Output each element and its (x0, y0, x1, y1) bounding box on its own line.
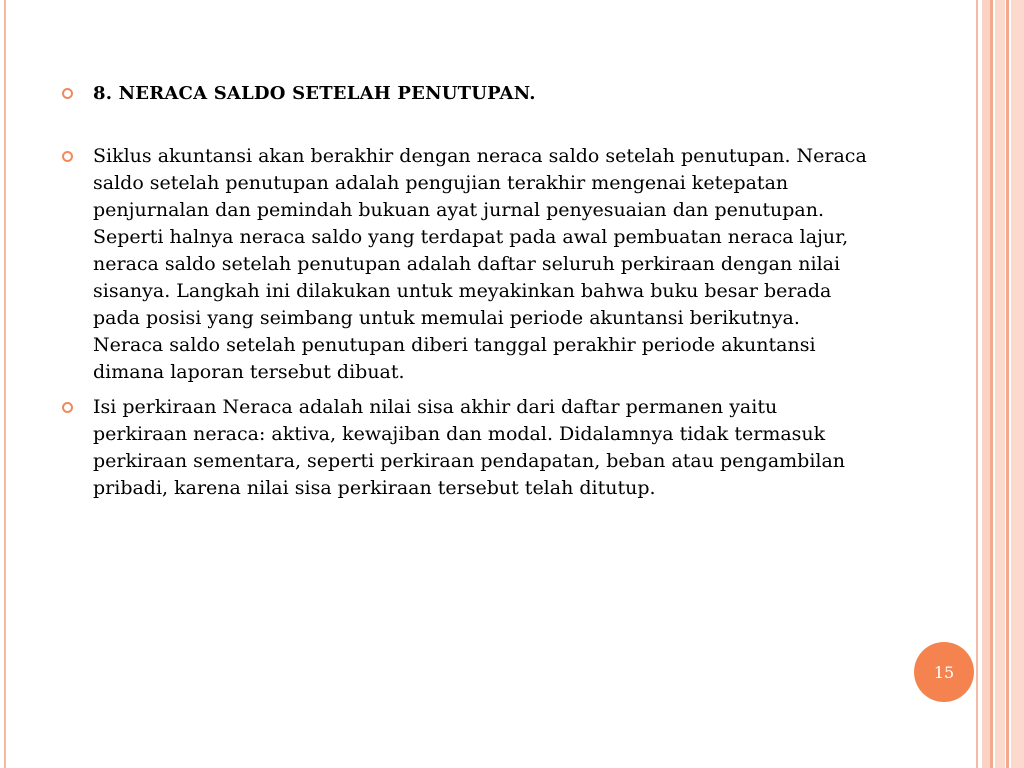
decorative-stripe (982, 0, 990, 768)
bullet-paragraph-text: Siklus akuntansi akan berakhir dengan neraca saldo setelah penutupan. Neraca saldo setelah penutupan adalah pengujian terakhir mengenai ketepatan penjurnalan dan pemindah bukuan ayat jurnal penyesuaian dan penutupan. Seperti halnya neraca saldo yang terdapat pada awal pembuatan neraca lajur, neraca saldo setelah penutupan adalah daftar seluruh perkiraan dengan nilai sisanya. Langkah ini dilakukan untuk meyakinkan bahwa buku besar berada pada posisi yang seimbang untuk memulai periode akuntansi berikutnya. Neraca saldo setelah penutupan diberi tanggal perakhir periode akuntansi dimana laporan tersebut dibuat. (93, 145, 867, 383)
ring-bullet-icon (62, 151, 73, 162)
page-number-badge: 15 (914, 642, 974, 702)
ring-bullet-icon (62, 402, 73, 413)
ring-bullet-icon (62, 88, 73, 99)
bullet-heading-text: 8. NERACA SALDO SETELAH PENUTUPAN. (93, 83, 536, 104)
bullet-paragraph (62, 143, 872, 386)
bullet-paragraph (62, 394, 872, 502)
bullet-heading (62, 80, 872, 107)
decorative-stripe (1006, 0, 1009, 768)
slide-content (62, 80, 872, 502)
bullet-paragraph-text: Isi perkiraan Neraca adalah nilai sisa akhir dari daftar permanen yaitu perkiraan neraca: aktiva, kewajiban dan modal. Didalamnya tidak termasuk perkiraan sementara, seperti perkiraan pendapatan, beban atau pengambilan pribadi, karena nilai sisa perkiraan tersebut telah ditutup. (93, 396, 846, 499)
frame-left-border (4, 0, 6, 768)
frame-right-border (976, 0, 978, 768)
decorative-stripe (990, 0, 993, 768)
decorative-stripe (1011, 0, 1024, 768)
decorative-stripe (995, 0, 1005, 768)
